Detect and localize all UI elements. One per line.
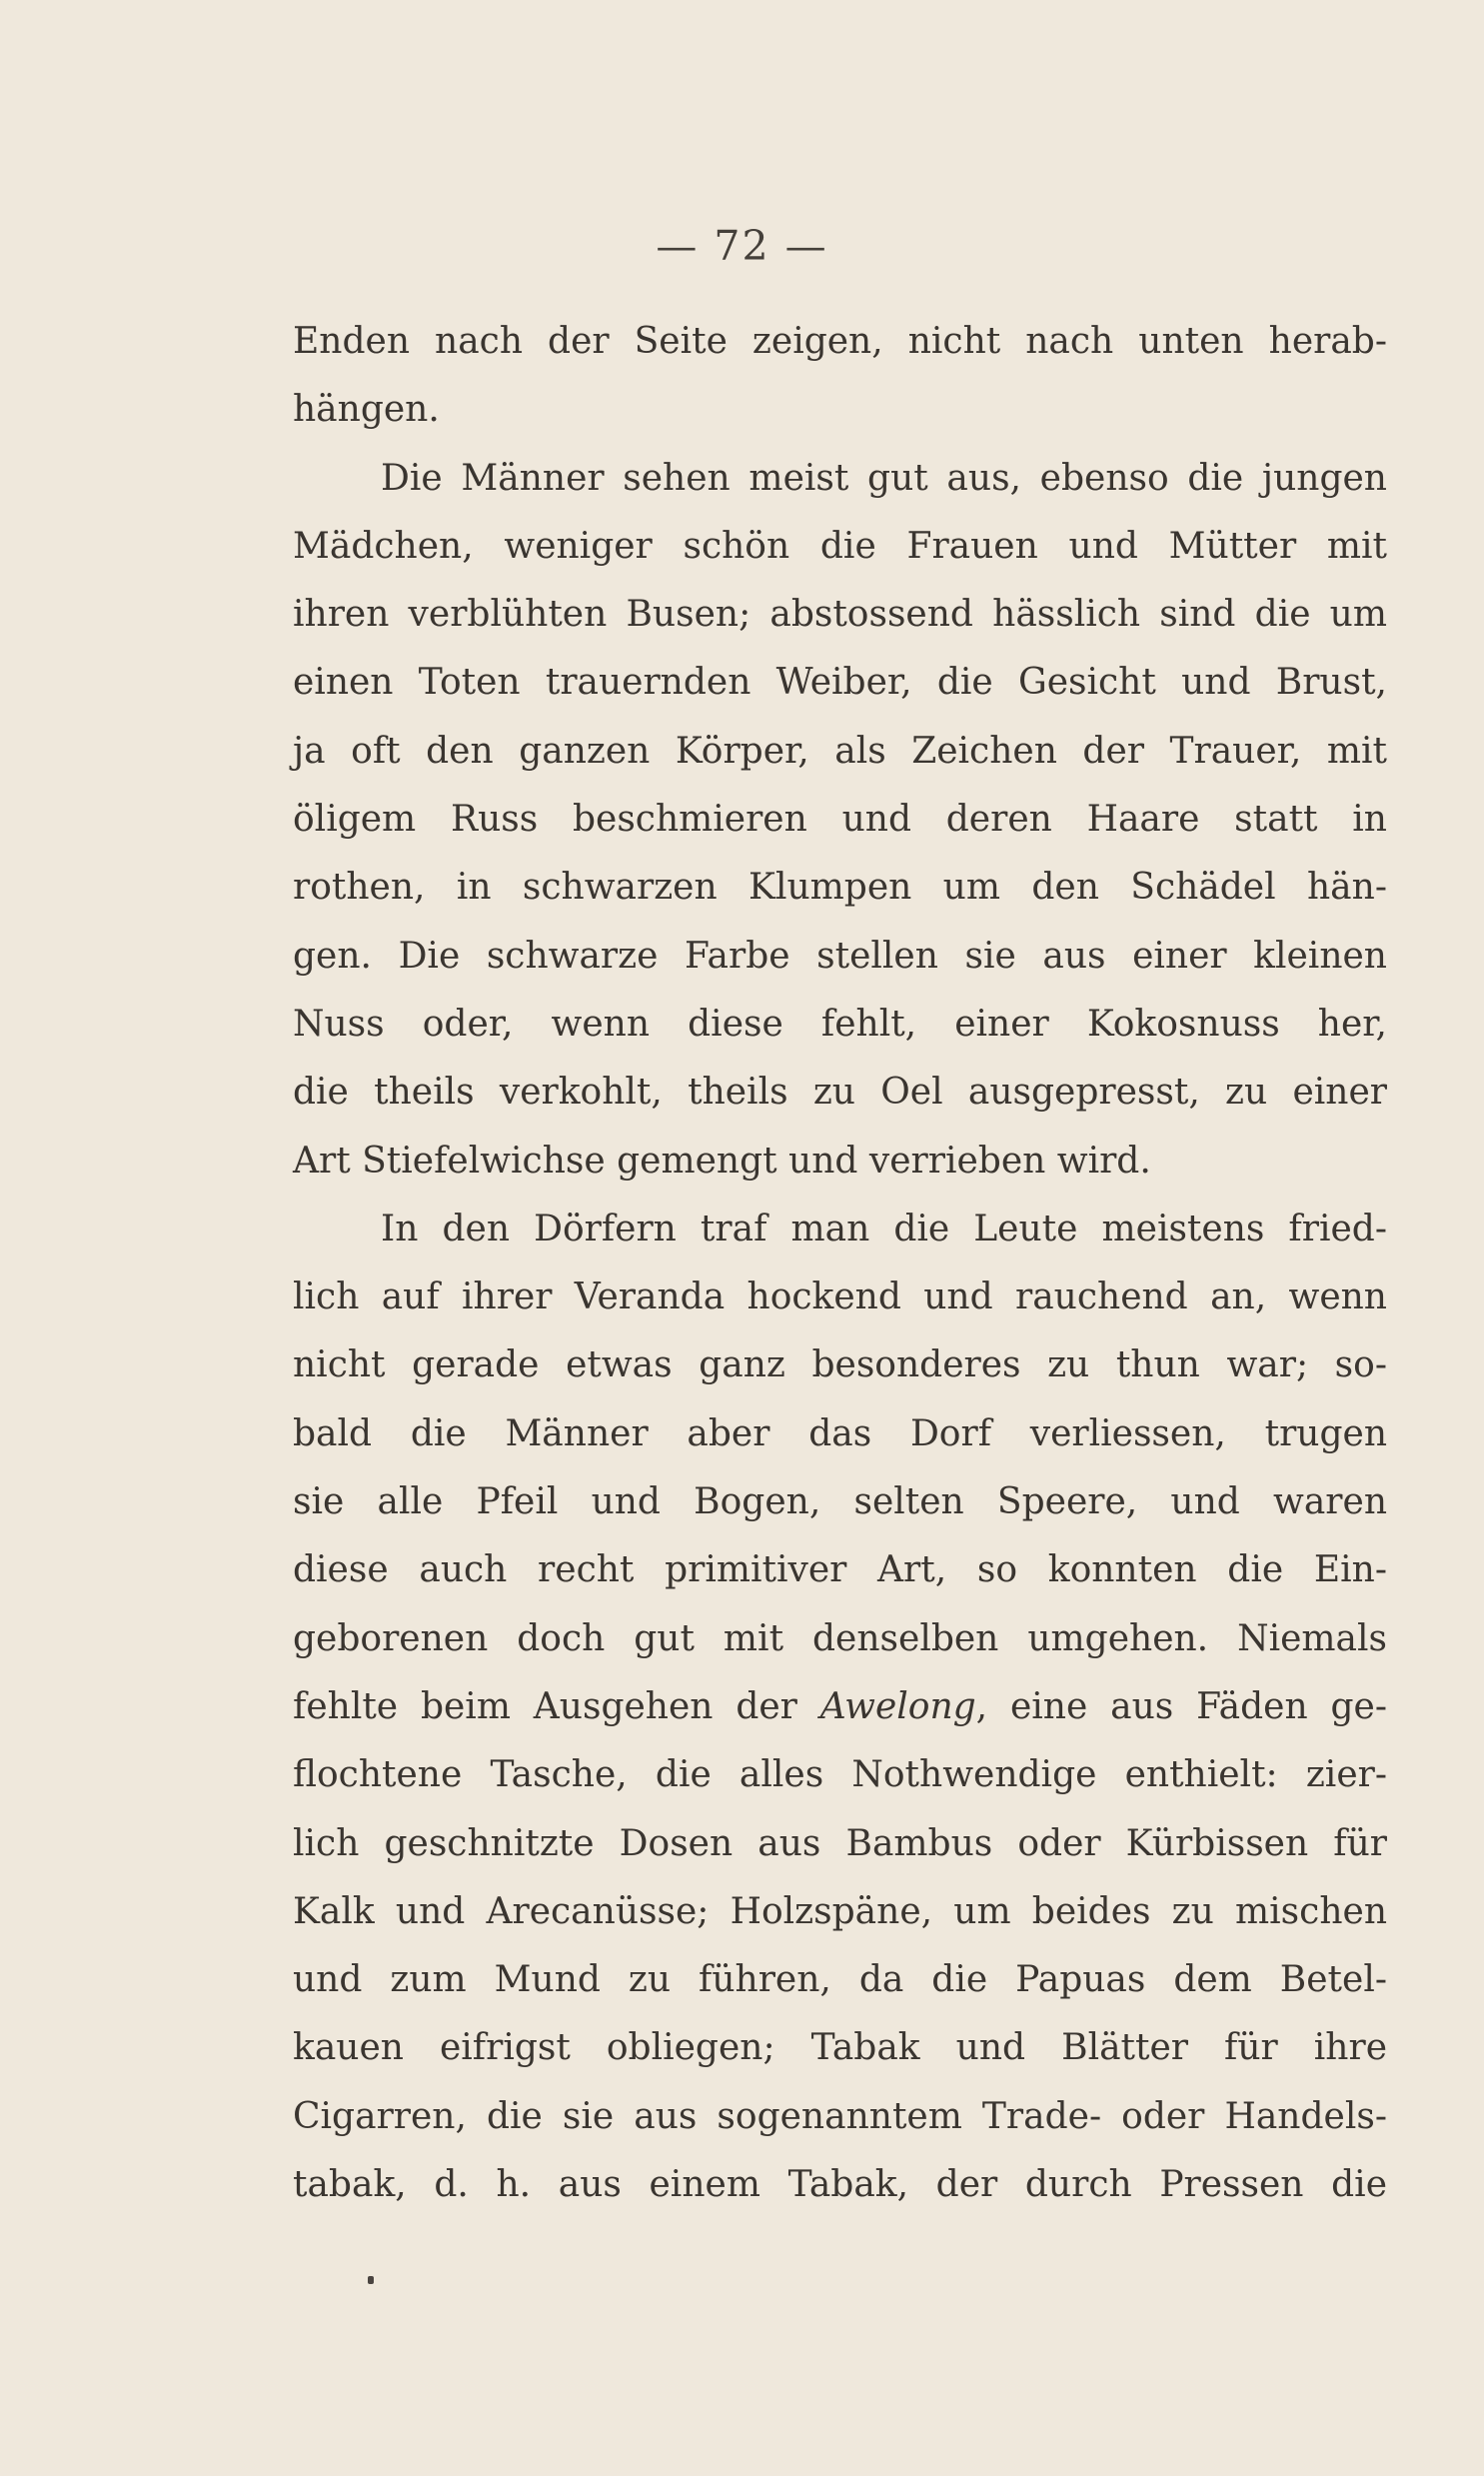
text-line: Kalk und Arecanüsse; Holzspäne, um beides zu mischen	[293, 1890, 1387, 1932]
text-line: hängen.	[293, 389, 440, 431]
text-line: die theils verkohlt, theils zu Oel ausgepresst, zu einer	[293, 1072, 1387, 1114]
emphasized-term: Awelong	[819, 1685, 976, 1727]
text-line: diese auch recht primitiver Art, so konnten die Ein-	[293, 1549, 1387, 1591]
text-line: nicht gerade etwas ganz besonderes zu thun war; so-	[293, 1344, 1387, 1386]
text-line: ihren verblühten Busen; abstossend hässlich sind die um	[293, 594, 1387, 636]
text-line: bald die Männer aber das Dorf verliessen, trugen	[293, 1412, 1387, 1454]
text-line: ja oft den ganzen Körper, als Zeichen der Trauer, mit	[293, 730, 1387, 772]
print-speck	[368, 2276, 374, 2284]
text-line: Die Männer sehen meist gut aus, ebenso die jungen	[381, 457, 1387, 499]
body-text	[293, 308, 1387, 2219]
text-line: geborenen doch gut mit denselben umgehen. Niemals	[293, 1617, 1387, 1659]
text-segment: fehlte beim Ausgehen der	[293, 1685, 820, 1727]
text-line: sie alle Pfeil und Bogen, selten Speere, und waren	[293, 1481, 1387, 1523]
text-line: einen Toten trauernden Weiber, die Gesicht und Brust,	[293, 662, 1387, 704]
text-line: kauen eifrigst obliegen; Tabak und Blätter für ihre	[293, 2027, 1387, 2069]
text-line: lich auf ihrer Veranda hockend und rauchend an, wenn	[293, 1276, 1387, 1318]
text-line: tabak, d. h. aus einem Tabak, der durch Pressen die	[293, 2164, 1387, 2206]
text-line: In den Dörfern traf man die Leute meistens fried-	[381, 1208, 1387, 1249]
text-line: lich geschnitzte Dosen aus Bambus oder Kürbissen für	[293, 1822, 1387, 1864]
text-segment: , eine aus Fäden ge-	[975, 1685, 1387, 1727]
text-line	[293, 1673, 1387, 1741]
text-line: Cigarren, die sie aus sogenanntem Trade- oder Handels-	[293, 2095, 1387, 2137]
text-line: flochtene Tasche, die alles Nothwendige enthielt: zier-	[293, 1754, 1387, 1796]
text-line: öligem Russ beschmieren und deren Haare statt in	[293, 799, 1387, 841]
text-line: Art Stiefelwichse gemengt und verrieben wird.	[293, 1140, 1151, 1182]
text-line: gen. Die schwarze Farbe stellen sie aus einer kleinen	[293, 935, 1387, 977]
text-line: Enden nach der Seite zeigen, nicht nach unten herab-	[293, 321, 1387, 362]
text-line: Mädchen, weniger schön die Frauen und Mütter mit	[293, 525, 1387, 567]
text-line: Nuss oder, wenn diese fehlt, einer Kokosnuss her,	[293, 1003, 1387, 1045]
text-line: rothen, in schwarzen Klumpen um den Schädel hän-	[293, 867, 1387, 909]
page-number: — 72 —	[656, 222, 828, 270]
text-line: und zum Mund zu führen, da die Papuas dem Betel-	[293, 1959, 1387, 2001]
